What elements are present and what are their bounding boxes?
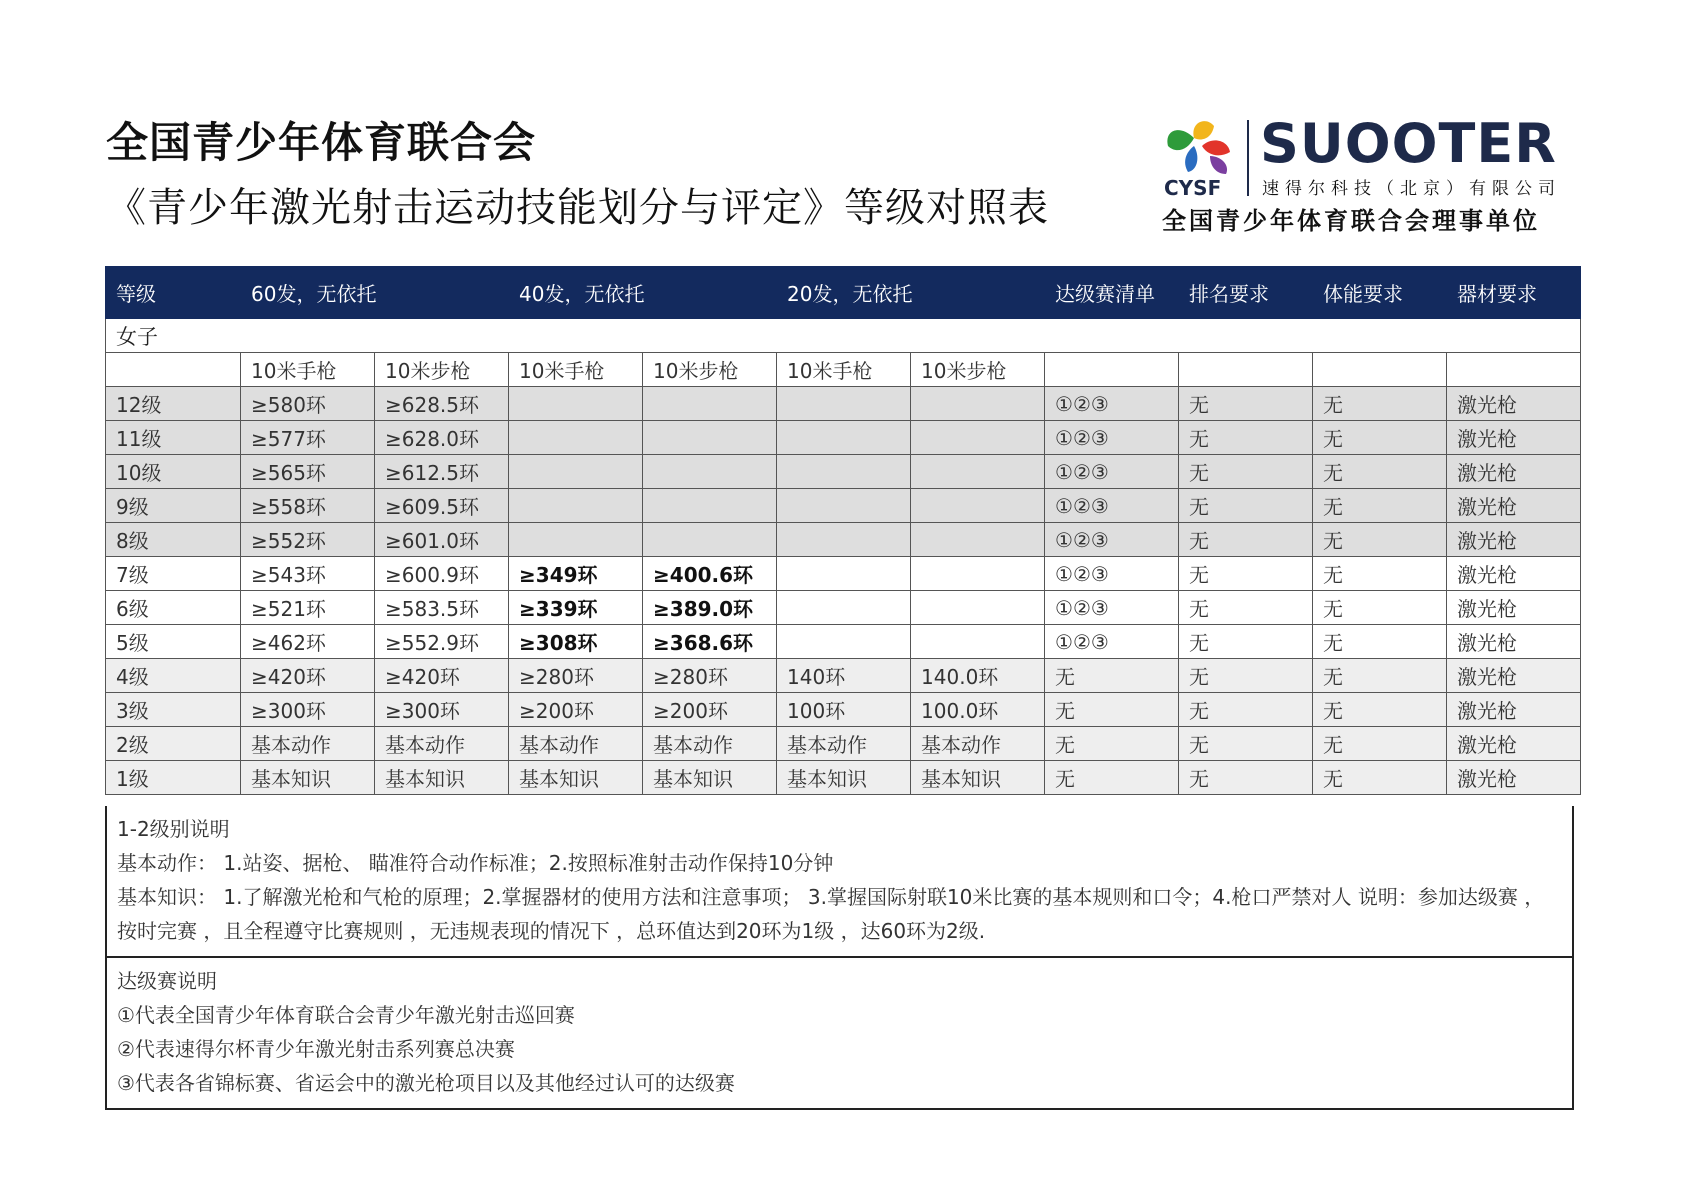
grade-cell: 3级 [106, 693, 241, 727]
table-cell: 无 [1179, 591, 1313, 625]
table-cell: 100环 [777, 693, 911, 727]
table-cell: 激光枪 [1447, 421, 1581, 455]
table-cell: 激光枪 [1447, 591, 1581, 625]
council-member-label: 全国青少年体育联合会理事单位 [1162, 207, 1540, 235]
table-cell: 无 [1045, 659, 1179, 693]
table-cell [911, 523, 1045, 557]
subheader-cell [1045, 353, 1179, 387]
table-cell: 无 [1179, 761, 1313, 795]
table-cell: 激光枪 [1447, 455, 1581, 489]
table-cell: ≥349环 [509, 557, 643, 591]
table-cell [643, 387, 777, 421]
table-cell: ≥543环 [241, 557, 375, 591]
table-cell: 基本动作 [911, 727, 1045, 761]
table-cell: 基本知识 [911, 761, 1045, 795]
table-cell: 无 [1179, 625, 1313, 659]
subheader-cell [106, 353, 241, 387]
header-fitness: 体能要求 [1313, 267, 1447, 319]
table-cell: ≥580环 [241, 387, 375, 421]
table-cell: ≥200环 [643, 693, 777, 727]
table-cell: ①②③ [1045, 523, 1179, 557]
org-title: 全国青少年体育联合会 [106, 118, 537, 167]
subheader-cell [1179, 353, 1313, 387]
level-notes-block [107, 806, 1572, 956]
header-equipment: 器材要求 [1447, 267, 1581, 319]
table-cell: 无 [1313, 489, 1447, 523]
table-cell: 激光枪 [1447, 557, 1581, 591]
grade-cell: 7级 [106, 557, 241, 591]
table-cell: 激光枪 [1447, 489, 1581, 523]
grade-cell: 6级 [106, 591, 241, 625]
table-row [106, 693, 1581, 727]
table-cell: 基本动作 [777, 727, 911, 761]
table-cell: ≥420环 [241, 659, 375, 693]
table-cell: ≥609.5环 [375, 489, 509, 523]
basic-action-note: 基本动作： 1.站姿、据枪、 瞄准符合动作标准；2.按照标准射击动作保持10分钟 [117, 851, 834, 875]
table-cell: 基本动作 [643, 727, 777, 761]
table-cell: 无 [1179, 693, 1313, 727]
table-cell: 无 [1313, 455, 1447, 489]
grade-cell: 1级 [106, 761, 241, 795]
table-row [106, 387, 1581, 421]
table-cell: 无 [1179, 455, 1313, 489]
table-cell [777, 523, 911, 557]
subheader-cell [1447, 353, 1581, 387]
match-notes-title: 达级赛说明 [117, 969, 217, 993]
table-cell: 激光枪 [1447, 523, 1581, 557]
table-cell: 无 [1179, 659, 1313, 693]
table-row [106, 625, 1581, 659]
table-row [106, 489, 1581, 523]
table-cell: 无 [1179, 523, 1313, 557]
table-cell: 无 [1313, 761, 1447, 795]
match-note-2: ②代表速得尔杯青少年激光射击系列赛总决赛 [117, 1037, 515, 1061]
table-cell: 100.0环 [911, 693, 1045, 727]
grade-cell: 10级 [106, 455, 241, 489]
table-row [106, 557, 1581, 591]
table-cell: ≥308环 [509, 625, 643, 659]
subheader-cell: 10米步枪 [375, 353, 509, 387]
table-cell: ≥200环 [509, 693, 643, 727]
table-cell: ①②③ [1045, 625, 1179, 659]
table-row [106, 761, 1581, 795]
table-cell [911, 557, 1045, 591]
subheader-cell: 10米手枪 [777, 353, 911, 387]
table-cell [911, 387, 1045, 421]
table-cell: 无 [1045, 761, 1179, 795]
table-cell: ≥577环 [241, 421, 375, 455]
header-grade: 等级 [106, 267, 241, 319]
cysf-acronym: CYSF [1164, 176, 1222, 200]
table-cell: ≥420环 [375, 659, 509, 693]
table-cell: ≥552环 [241, 523, 375, 557]
table-cell [643, 421, 777, 455]
header-20-shots: 20发，无依托 [777, 267, 1045, 319]
table-cell: 激光枪 [1447, 659, 1581, 693]
table-cell: ①②③ [1045, 591, 1179, 625]
table-cell: 无 [1313, 523, 1447, 557]
grade-cell: 8级 [106, 523, 241, 557]
match-note-1: ①代表全国青少年体育联合会青少年激光射击巡回赛 [117, 1003, 575, 1027]
table-cell: ≥280环 [643, 659, 777, 693]
table-cell: 无 [1313, 591, 1447, 625]
table-cell: ≥612.5环 [375, 455, 509, 489]
table-cell: 基本知识 [643, 761, 777, 795]
table-cell: 无 [1179, 489, 1313, 523]
basic-knowledge-note: 基本知识： 1.了解激光枪和气枪的原理；2.掌握器材的使用方法和注意事项； 3.掌握国际射联10米比赛的基本规则和口令；4.枪口严禁对人 说明：参加达级赛 ， 按时完赛 ，且全程遵守比赛规则 ，无违规表现的情况下 ，总环值达到20环为1级 ，达60环为2级. [117, 885, 1545, 943]
table-cell: 140环 [777, 659, 911, 693]
table-cell: 基本动作 [509, 727, 643, 761]
table-cell: ≥368.6环 [643, 625, 777, 659]
table-row [106, 455, 1581, 489]
table-cell: 基本知识 [509, 761, 643, 795]
table-cell [509, 523, 643, 557]
table-cell: 140.0环 [911, 659, 1045, 693]
table-cell: 无 [1313, 557, 1447, 591]
table-cell: ≥600.9环 [375, 557, 509, 591]
table-cell: 无 [1313, 387, 1447, 421]
subheader-cell: 10米手枪 [509, 353, 643, 387]
table-cell [911, 625, 1045, 659]
table-cell: 无 [1313, 421, 1447, 455]
table-cell: ①②③ [1045, 557, 1179, 591]
table-cell [777, 591, 911, 625]
table-cell: 基本知识 [777, 761, 911, 795]
table-cell: 基本动作 [375, 727, 509, 761]
subheader-cell: 10米步枪 [911, 353, 1045, 387]
table-cell: 无 [1179, 727, 1313, 761]
match-note-3: ③代表各省锦标赛、省运会中的激光枪项目以及其他经过认可的达级赛 [117, 1071, 735, 1095]
table-cell [509, 455, 643, 489]
table-cell: ≥583.5环 [375, 591, 509, 625]
table-cell: ≥601.0环 [375, 523, 509, 557]
table-cell: 无 [1045, 727, 1179, 761]
table-cell: ①②③ [1045, 455, 1179, 489]
cysf-suooter-logo [1150, 108, 1570, 238]
subheader-cell: 10米手枪 [241, 353, 375, 387]
table-row [106, 591, 1581, 625]
table-cell: ≥400.6环 [643, 557, 777, 591]
table-cell: ≥300环 [375, 693, 509, 727]
table-cell: ≥300环 [241, 693, 375, 727]
subheader-cell: 10米步枪 [643, 353, 777, 387]
table-cell: 基本动作 [241, 727, 375, 761]
table-row [106, 421, 1581, 455]
table-cell: 无 [1313, 625, 1447, 659]
table-cell [643, 489, 777, 523]
notes-section [105, 806, 1574, 1110]
table-cell: ≥628.0环 [375, 421, 509, 455]
table-cell: 无 [1179, 387, 1313, 421]
grade-cell: 11级 [106, 421, 241, 455]
table-cell [509, 387, 643, 421]
table-cell: ①②③ [1045, 421, 1179, 455]
table-cell: ≥521环 [241, 591, 375, 625]
table-cell: ①②③ [1045, 387, 1179, 421]
table-cell [777, 455, 911, 489]
table-cell [643, 455, 777, 489]
table-cell: ≥339环 [509, 591, 643, 625]
table-cell [643, 523, 777, 557]
table-cell: ≥558环 [241, 489, 375, 523]
table-cell [911, 421, 1045, 455]
table-cell [777, 421, 911, 455]
grade-cell: 5级 [106, 625, 241, 659]
header-ranking: 排名要求 [1179, 267, 1313, 319]
table-cell [911, 455, 1045, 489]
header-match-list: 达级赛清单 [1045, 267, 1179, 319]
table-header-row [106, 267, 1581, 319]
table-row [106, 727, 1581, 761]
group-row-female [106, 319, 1581, 353]
table-cell: 激光枪 [1447, 387, 1581, 421]
table-cell: 激光枪 [1447, 625, 1581, 659]
table-cell: 基本知识 [241, 761, 375, 795]
suooter-brand: SUOOTER [1260, 112, 1557, 175]
header-60-shots: 60发，无依托 [241, 267, 509, 319]
table-cell: 无 [1313, 727, 1447, 761]
document-title: 《青少年激光射击运动技能划分与评定》等级对照表 [106, 185, 1049, 231]
table-cell: ≥565环 [241, 455, 375, 489]
table-cell [777, 557, 911, 591]
level-notes-title: 1-2级别说明 [117, 817, 230, 841]
grade-cell: 9级 [106, 489, 241, 523]
table-cell: 无 [1179, 421, 1313, 455]
table-row [106, 523, 1581, 557]
table-cell: 无 [1313, 659, 1447, 693]
table-cell: ≥462环 [241, 625, 375, 659]
table-cell [911, 591, 1045, 625]
table-cell: ①②③ [1045, 489, 1179, 523]
logo-divider [1247, 120, 1249, 196]
header-40-shots: 40发，无依托 [509, 267, 777, 319]
table-cell [777, 489, 911, 523]
table-cell: ≥389.0环 [643, 591, 777, 625]
table-cell: 无 [1313, 693, 1447, 727]
table-cell [911, 489, 1045, 523]
grade-cell: 2级 [106, 727, 241, 761]
table-cell: 无 [1179, 557, 1313, 591]
table-cell: 激光枪 [1447, 761, 1581, 795]
table-cell [777, 625, 911, 659]
table-cell: ≥280环 [509, 659, 643, 693]
table-cell [777, 387, 911, 421]
table-cell: ≥628.5环 [375, 387, 509, 421]
company-name: 速得尔科技（北京）有限公司 [1262, 179, 1561, 199]
subheader-cell [1313, 353, 1447, 387]
table-cell: 激光枪 [1447, 727, 1581, 761]
table-cell: ≥552.9环 [375, 625, 509, 659]
leaves-logo-icon [1160, 116, 1238, 176]
table-cell: 基本知识 [375, 761, 509, 795]
grade-cell: 4级 [106, 659, 241, 693]
grade-cell: 12级 [106, 387, 241, 421]
table-cell [509, 489, 643, 523]
match-notes-block [107, 956, 1572, 1108]
grade-table [105, 266, 1581, 795]
subheader-row [106, 353, 1581, 387]
table-cell [509, 421, 643, 455]
table-row [106, 659, 1581, 693]
table-cell: 激光枪 [1447, 693, 1581, 727]
table-cell: 无 [1045, 693, 1179, 727]
group-label: 女子 [106, 319, 1581, 353]
